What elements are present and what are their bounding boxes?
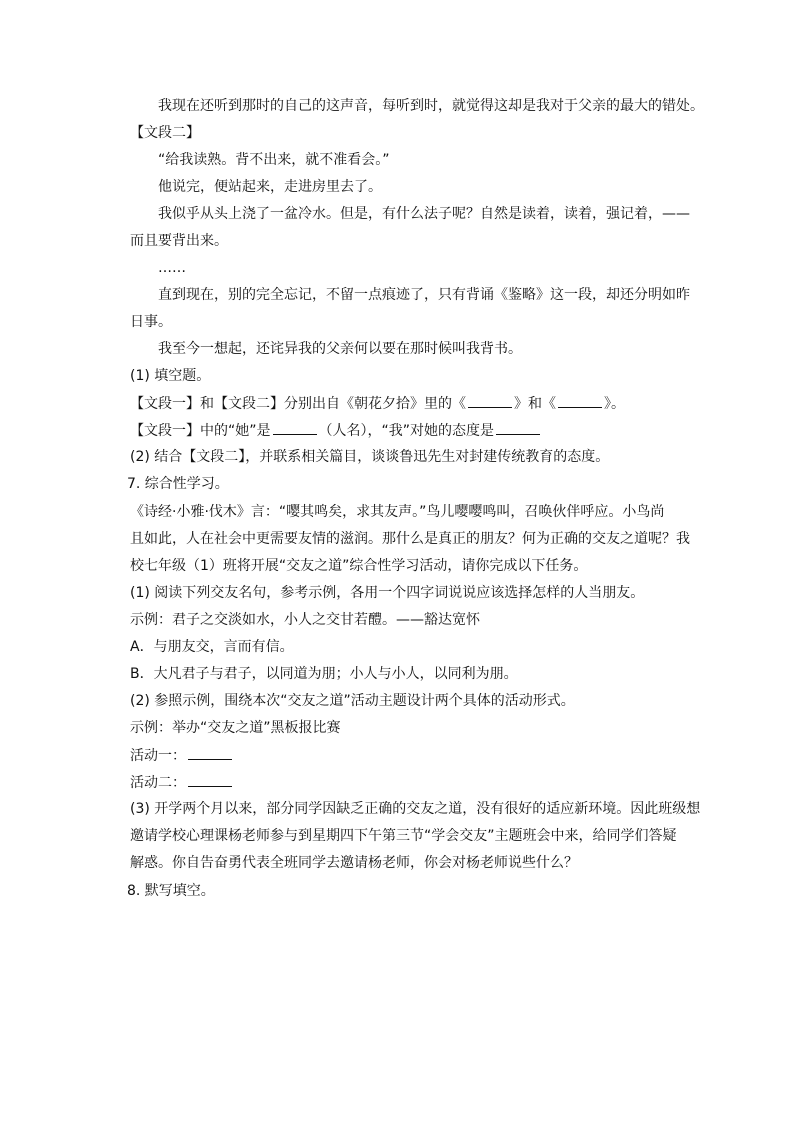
text-line: 【文段二】 bbox=[130, 125, 200, 141]
text-line: 我似乎从头上浇了一盆冷水。但是，有什么法子呢？自然是读着，读着，强记着，—— bbox=[158, 206, 690, 222]
text-line: “给我读熟。背不出来，就不准看会。” bbox=[158, 152, 390, 168]
text-line: 日事。 bbox=[130, 314, 172, 330]
answer-blank bbox=[496, 420, 540, 435]
text-line bbox=[130, 772, 234, 793]
text-line: (3) 开学两个月以来，部分同学因缺乏正确的交友之道，没有很好的适应新环境。因此班级想 bbox=[130, 801, 701, 817]
text-line: 邀请学校心理课杨老师参与到星期四下午第三节“学会交友”主题班会中来，给同学们答疑 bbox=[130, 828, 677, 844]
text-segment: 》。 bbox=[604, 396, 625, 412]
text-line: 《诗经·小雅·伐木》言：“嘤其鸣矣，求其友声。”鸟儿嘤嘤鸣叫，召唤伙伴呼应。小鸟尚 bbox=[130, 504, 665, 520]
text-line: (2) 结合【文段二】，并联系相关篇目，谈谈鲁迅先生对封建传统教育的态度。 bbox=[130, 449, 610, 465]
text-line: 7. 综合性学习。 bbox=[127, 476, 229, 492]
text-segment: 活动一： bbox=[130, 748, 186, 764]
text-segment: 【文段一】中的“她”是 bbox=[130, 423, 271, 439]
text-line: (1) 填空题。 bbox=[130, 368, 211, 384]
text-line: A．与朋友交，言而有信。 bbox=[130, 639, 294, 655]
text-line: 示例：君子之交淡如水，小人之交甘若醴。——豁达宽怀 bbox=[130, 612, 480, 628]
text-line: 且如此，人在社会中更需要友情的滋润。那什么是真正的朋友？何为正确的交友之道呢？我 bbox=[130, 531, 690, 547]
answer-blank bbox=[468, 393, 512, 408]
answer-blank bbox=[188, 745, 232, 760]
text-line bbox=[130, 420, 542, 441]
text-segment: 》和《 bbox=[514, 396, 556, 412]
text-line: …… bbox=[158, 260, 186, 276]
text-line: 校七年级（1）班将开展“交友之道”综合性学习活动，请你完成以下任务。 bbox=[130, 558, 588, 574]
answer-blank bbox=[188, 772, 232, 787]
text-line bbox=[130, 393, 625, 414]
text-line: B．大凡君子与君子，以同道为朋；小人与小人，以同利为朋。 bbox=[130, 666, 518, 682]
text-line: 而且要背出来。 bbox=[130, 233, 228, 249]
text-segment: 活动二： bbox=[130, 775, 186, 791]
text-line: (1) 阅读下列交友名句，参考示例，各用一个四字词说说应该选择怎样的人当朋友。 bbox=[130, 585, 645, 601]
answer-blank bbox=[558, 393, 602, 408]
text-line bbox=[130, 745, 234, 766]
text-line: 我现在还听到那时的自己的这声音，每听到时，就觉得这却是我对于父亲的最大的错处。 bbox=[158, 98, 704, 114]
text-line: 解惑。你自告奋勇代表全班同学去邀请杨老师，你会对杨老师说些什么？ bbox=[130, 855, 578, 871]
text-line: 8. 默写填空。 bbox=[127, 883, 215, 899]
text-line: 直到现在，别的完全忘记，不留一点痕迹了，只有背诵《鉴略》这一段，却还分明如昨 bbox=[158, 287, 690, 303]
text-line: 他说完，便站起来，走进房里去了。 bbox=[158, 179, 382, 195]
text-line: 我至今一想起，还诧异我的父亲何以要在那时候叫我背书。 bbox=[158, 341, 522, 357]
text-line: 示例：举办“交友之道”黑板报比赛 bbox=[130, 720, 341, 736]
answer-blank bbox=[273, 420, 317, 435]
text-segment: （人名），“我”对她的态度是 bbox=[318, 423, 495, 439]
text-segment: 【文段一】和【文段二】分别出自《朝花夕拾》里的《 bbox=[130, 396, 466, 412]
text-line: (2) 参照示例，围绕本次“交友之道”活动主题设计两个具体的活动形式。 bbox=[130, 693, 575, 709]
